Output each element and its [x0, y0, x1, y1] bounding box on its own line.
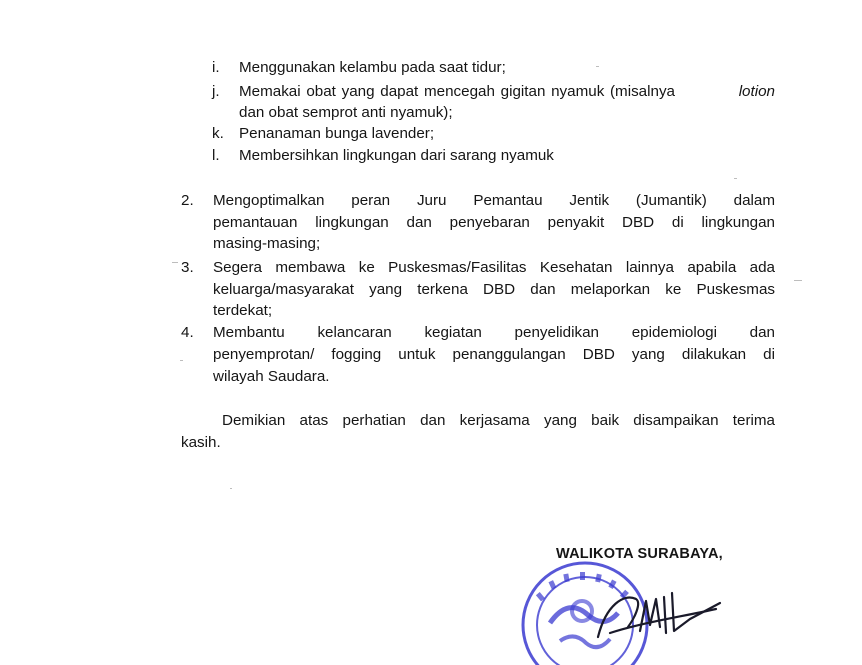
- numbered-item-marker: 4.: [181, 324, 194, 341]
- sub-item-marker: j.: [212, 83, 220, 100]
- sub-item-text: Penanaman bunga lavender;: [239, 125, 435, 142]
- scan-speck: [794, 280, 802, 281]
- sub-item-text: Memakai obat yang dapat mencegah gigitan nyamuk (misalnya: [239, 83, 675, 100]
- sub-item-text-line: [239, 82, 775, 102]
- numbered-item-text: masing-masing;: [213, 235, 321, 252]
- scan-speck: [172, 262, 178, 263]
- sub-item-text: dan obat semprot anti nyamuk);: [239, 104, 453, 121]
- numbered-item-text: pemantauan lingkungan dan penyebaran penyakit DBD di lingkungan: [213, 214, 775, 231]
- numbered-item-marker: 3.: [181, 259, 194, 276]
- sub-item-marker: l.: [212, 147, 220, 164]
- numbered-item-text: Mengoptimalkan peran Juru Pemantau Jentik (Jumantik) dalam: [213, 192, 775, 209]
- sub-item-text: Menggunakan kelambu pada saat tidur;: [239, 59, 506, 76]
- scan-speck: [230, 488, 232, 489]
- numbered-item-text: penyemprotan/ fogging untuk penanggulangan DBD yang dilakukan di: [213, 346, 775, 363]
- numbered-item-text: Segera membawa ke Puskesmas/Fasilitas Kesehatan lainnya apabila ada: [213, 259, 775, 276]
- numbered-item-marker: 2.: [181, 192, 194, 209]
- sub-item-italic-term: lotion: [738, 83, 775, 100]
- numbered-item-text: keluarga/masyarakat yang terkena DBD dan melaporkan ke Puskesmas: [213, 281, 775, 298]
- numbered-item-text: terdekat;: [213, 302, 273, 319]
- sub-item-marker: k.: [212, 125, 224, 142]
- handwritten-signature-icon: [580, 575, 730, 645]
- closing-text: Demikian atas perhatian dan kerjasama yang baik disampaikan terima: [222, 412, 775, 429]
- sub-item-text: Membersihkan lingkungan dari sarang nyamuk: [239, 147, 554, 164]
- signature-title: WALIKOTA SURABAYA,: [556, 546, 723, 562]
- scan-speck: [734, 178, 737, 179]
- closing-text: kasih.: [181, 434, 221, 451]
- sub-item-marker: i.: [212, 59, 220, 76]
- scan-speck: [180, 360, 183, 361]
- numbered-item-text: wilayah Saudara.: [213, 368, 330, 385]
- scan-speck: [596, 66, 599, 67]
- numbered-item-text: Membantu kelancaran kegiatan penyelidikan epidemiologi dan: [213, 324, 775, 341]
